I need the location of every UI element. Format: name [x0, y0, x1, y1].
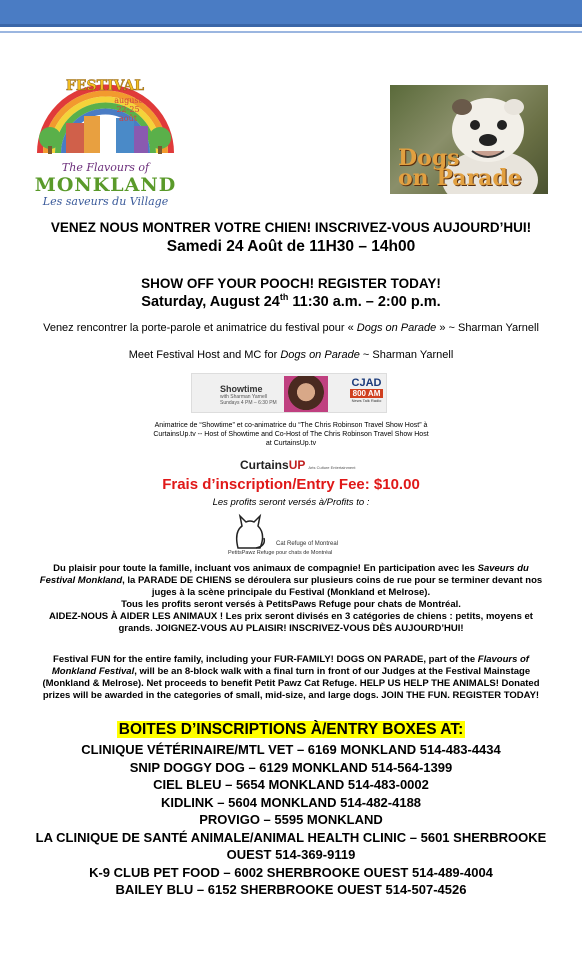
description-en-text: , will be an 8-block walk with a final turn in front of our Judges at the Festival Mainstage (Monkland & Melrose). Net proceeds to benefit Petit Pawz Cat Refuge. HELP US HELP THE ANIMALS! Donated prizes will be awarded in the categories of small, mid-size, and large dogs. JOIN THE FUN. REGISTER TODAY!: [42, 666, 540, 701]
logo-dates-line: august: [114, 96, 142, 105]
heading-en-date-suffix: th: [279, 292, 289, 302]
profits-to: Les profits seront versés à/Profits to :: [212, 497, 370, 508]
host-photo: [284, 376, 328, 412]
entry-fee: Frais d’inscription/Entry Fee: $10.00: [162, 476, 420, 493]
entry-boxes-title-text: BOITES D’INSCRIPTIONS À/ENTRY BOXES AT:: [118, 721, 464, 738]
meet-en-event: Dogs on Parade: [280, 349, 360, 361]
heading-en-date-main: Saturday, August 24: [141, 293, 280, 310]
cat-refuge-logo: [228, 512, 356, 560]
cjad-frequency: 800 AM: [350, 389, 383, 398]
heading-fr-date: Samedi 24 Août de 11H30 – 14h00: [166, 238, 416, 255]
description-en-text: Festival FUN for the entire family, including your FUR-FAMILY! DOGS ON PARADE, part of the: [53, 654, 478, 665]
entry-box-location: PROVIGO – 5595 MONKLAND: [199, 812, 383, 827]
meet-host-fr: [0, 322, 582, 335]
showtime-time: Sundays 4 PM – 6:30 PM: [220, 400, 277, 406]
logo-saveurs: Les saveurs du Village: [42, 195, 169, 208]
cat-refuge-name: Cat Refuge of Montreal: [276, 541, 339, 547]
description-fr-help: AIDEZ-NOUS À AIDER LES ANIMAUX ! Les prix seront divisés en 3 catégories de chiens : petits, moyens et grands. JOIGNEZ-VOUS AU PLAISIR! INSCRIVEZ-VOUS DÈS AUJOURD’HUI!: [49, 611, 533, 634]
cjad-tagline: News Talk Radio: [351, 398, 382, 403]
cat-refuge-name-fr: Refuge pour chats de Montréal: [256, 550, 333, 556]
showtime-subtitle: [220, 394, 277, 406]
festival-logo: [28, 68, 183, 210]
entry-box-location: CIEL BLEU – 5654 MONKLAND 514-483-0002: [153, 777, 429, 792]
entry-box-location: SNIP DOGGY DOG – 6129 MONKLAND 514-564-1399: [129, 759, 453, 775]
meet-host-en: [0, 349, 582, 361]
entry-box-location: BAILEY BLU – 6152 SHERBROOKE OUEST 514-507-4526: [115, 882, 467, 897]
description-fr: [0, 563, 582, 635]
description-fr-text: Du plaisir pour toute la famille, incluant vos animaux de compagnie! En participation avec les: [53, 563, 478, 574]
entry-box-location: KIDLINK – 5604 MONKLAND 514-482-4188: [160, 794, 422, 810]
showtime-host: with Sharman Yarnell: [220, 394, 268, 400]
curtains-brand-up: UP: [288, 458, 306, 472]
photo-title-line: on Parade: [398, 165, 522, 191]
cat-icon: [230, 512, 270, 550]
description-fr-intro: [38, 563, 544, 599]
description-fr-text: , la PARADE DE CHIENS se déroulera sur plusieurs coins de rue pour se terminer devant nos juges à la scène principale du Festival (Monkland et Melrose).: [122, 575, 543, 598]
meet-en-host: ~ Sharman Yarnell: [359, 349, 454, 361]
header-divider: [0, 31, 582, 33]
logo-flavours: The Flavours of: [61, 161, 150, 174]
entry-box-location: K-9 CLUB PET FOOD – 6002 SHERBROOKE OUEST 514-489-4004: [89, 864, 493, 880]
meet-fr-text: Venez rencontrer la porte-parole et animatrice du festival pour «: [43, 322, 357, 334]
cat-refuge-brand: PetitsPawz: [228, 550, 256, 556]
heading-en-date-time: 11:30 a.m. – 2:00 p.m.: [288, 293, 441, 310]
description-fr-festival: Saveurs du Festival Monkland: [39, 563, 529, 586]
meet-en-text: Meet Festival Host and MC for: [128, 349, 281, 361]
logo-dates-line: 22-25: [116, 105, 140, 114]
rainbow-houses-icon: [28, 68, 183, 168]
photo-title-line: Dogs: [398, 145, 460, 171]
curtainsup-logo: [240, 458, 356, 472]
entry-boxes-title: [0, 721, 582, 739]
entry-box-location: CLINIQUE VÉTÉRINAIRE/MTL VET – 6169 MONKLAND 514-483-4434: [81, 742, 501, 757]
heading-en-date: [0, 292, 582, 310]
heading-fr: VENEZ NOUS MONTRER VOTRE CHIEN! INSCRIVEZ-VOUS AUJOURD’HUI!: [50, 220, 532, 235]
description-en-festival: Flavours of Monkland Festival: [51, 654, 529, 677]
description-en: [0, 654, 582, 702]
entry-box-location: LA CLINIQUE DE SANTÉ ANIMALE/ANIMAL HEALTH CLINIC – 5601 SHERBROOKE OUEST 514-369-9119: [35, 829, 547, 862]
logo-monkland: MONKLAND: [34, 174, 177, 196]
meet-fr-event: Dogs on Parade: [356, 322, 437, 334]
dogs-on-parade-photo: [390, 85, 548, 194]
showtime-banner: [191, 373, 387, 413]
cjad-name: CJAD: [351, 377, 382, 389]
entry-boxes-list: [0, 741, 582, 899]
curtains-tagline: Arts Culture Entertainment: [308, 465, 356, 470]
logo-festival-text: FESTIVAL: [65, 78, 145, 94]
meet-fr-host: » ~ Sharman Yarnell: [436, 322, 539, 334]
cjad-logo: [350, 377, 383, 410]
header-bar: [0, 0, 582, 27]
curtains-brand: Curtains: [240, 458, 289, 472]
logo-dates-line: août: [119, 114, 137, 123]
dogs-on-parade-title: [398, 145, 522, 191]
cat-refuge-line2: [228, 550, 332, 556]
logo-dates: [108, 96, 148, 123]
showtime-title: Showtime: [220, 384, 263, 394]
heading-en: SHOW OFF YOUR POOCH! REGISTER TODAY!: [141, 276, 441, 291]
host-caption: Animatrice de “Showtime” et co-animatrice du “The Chris Robinson Travel Show Host” à CurtainsUp.tv -- Host of Showtime and Co-Host of The Chris Robinson Travel Show Host at CurtainsUp.tv: [153, 422, 429, 447]
description-fr-profits: Tous les profits seront versés à PetitsPaws Refuge pour chats de Montréal.: [121, 599, 461, 610]
